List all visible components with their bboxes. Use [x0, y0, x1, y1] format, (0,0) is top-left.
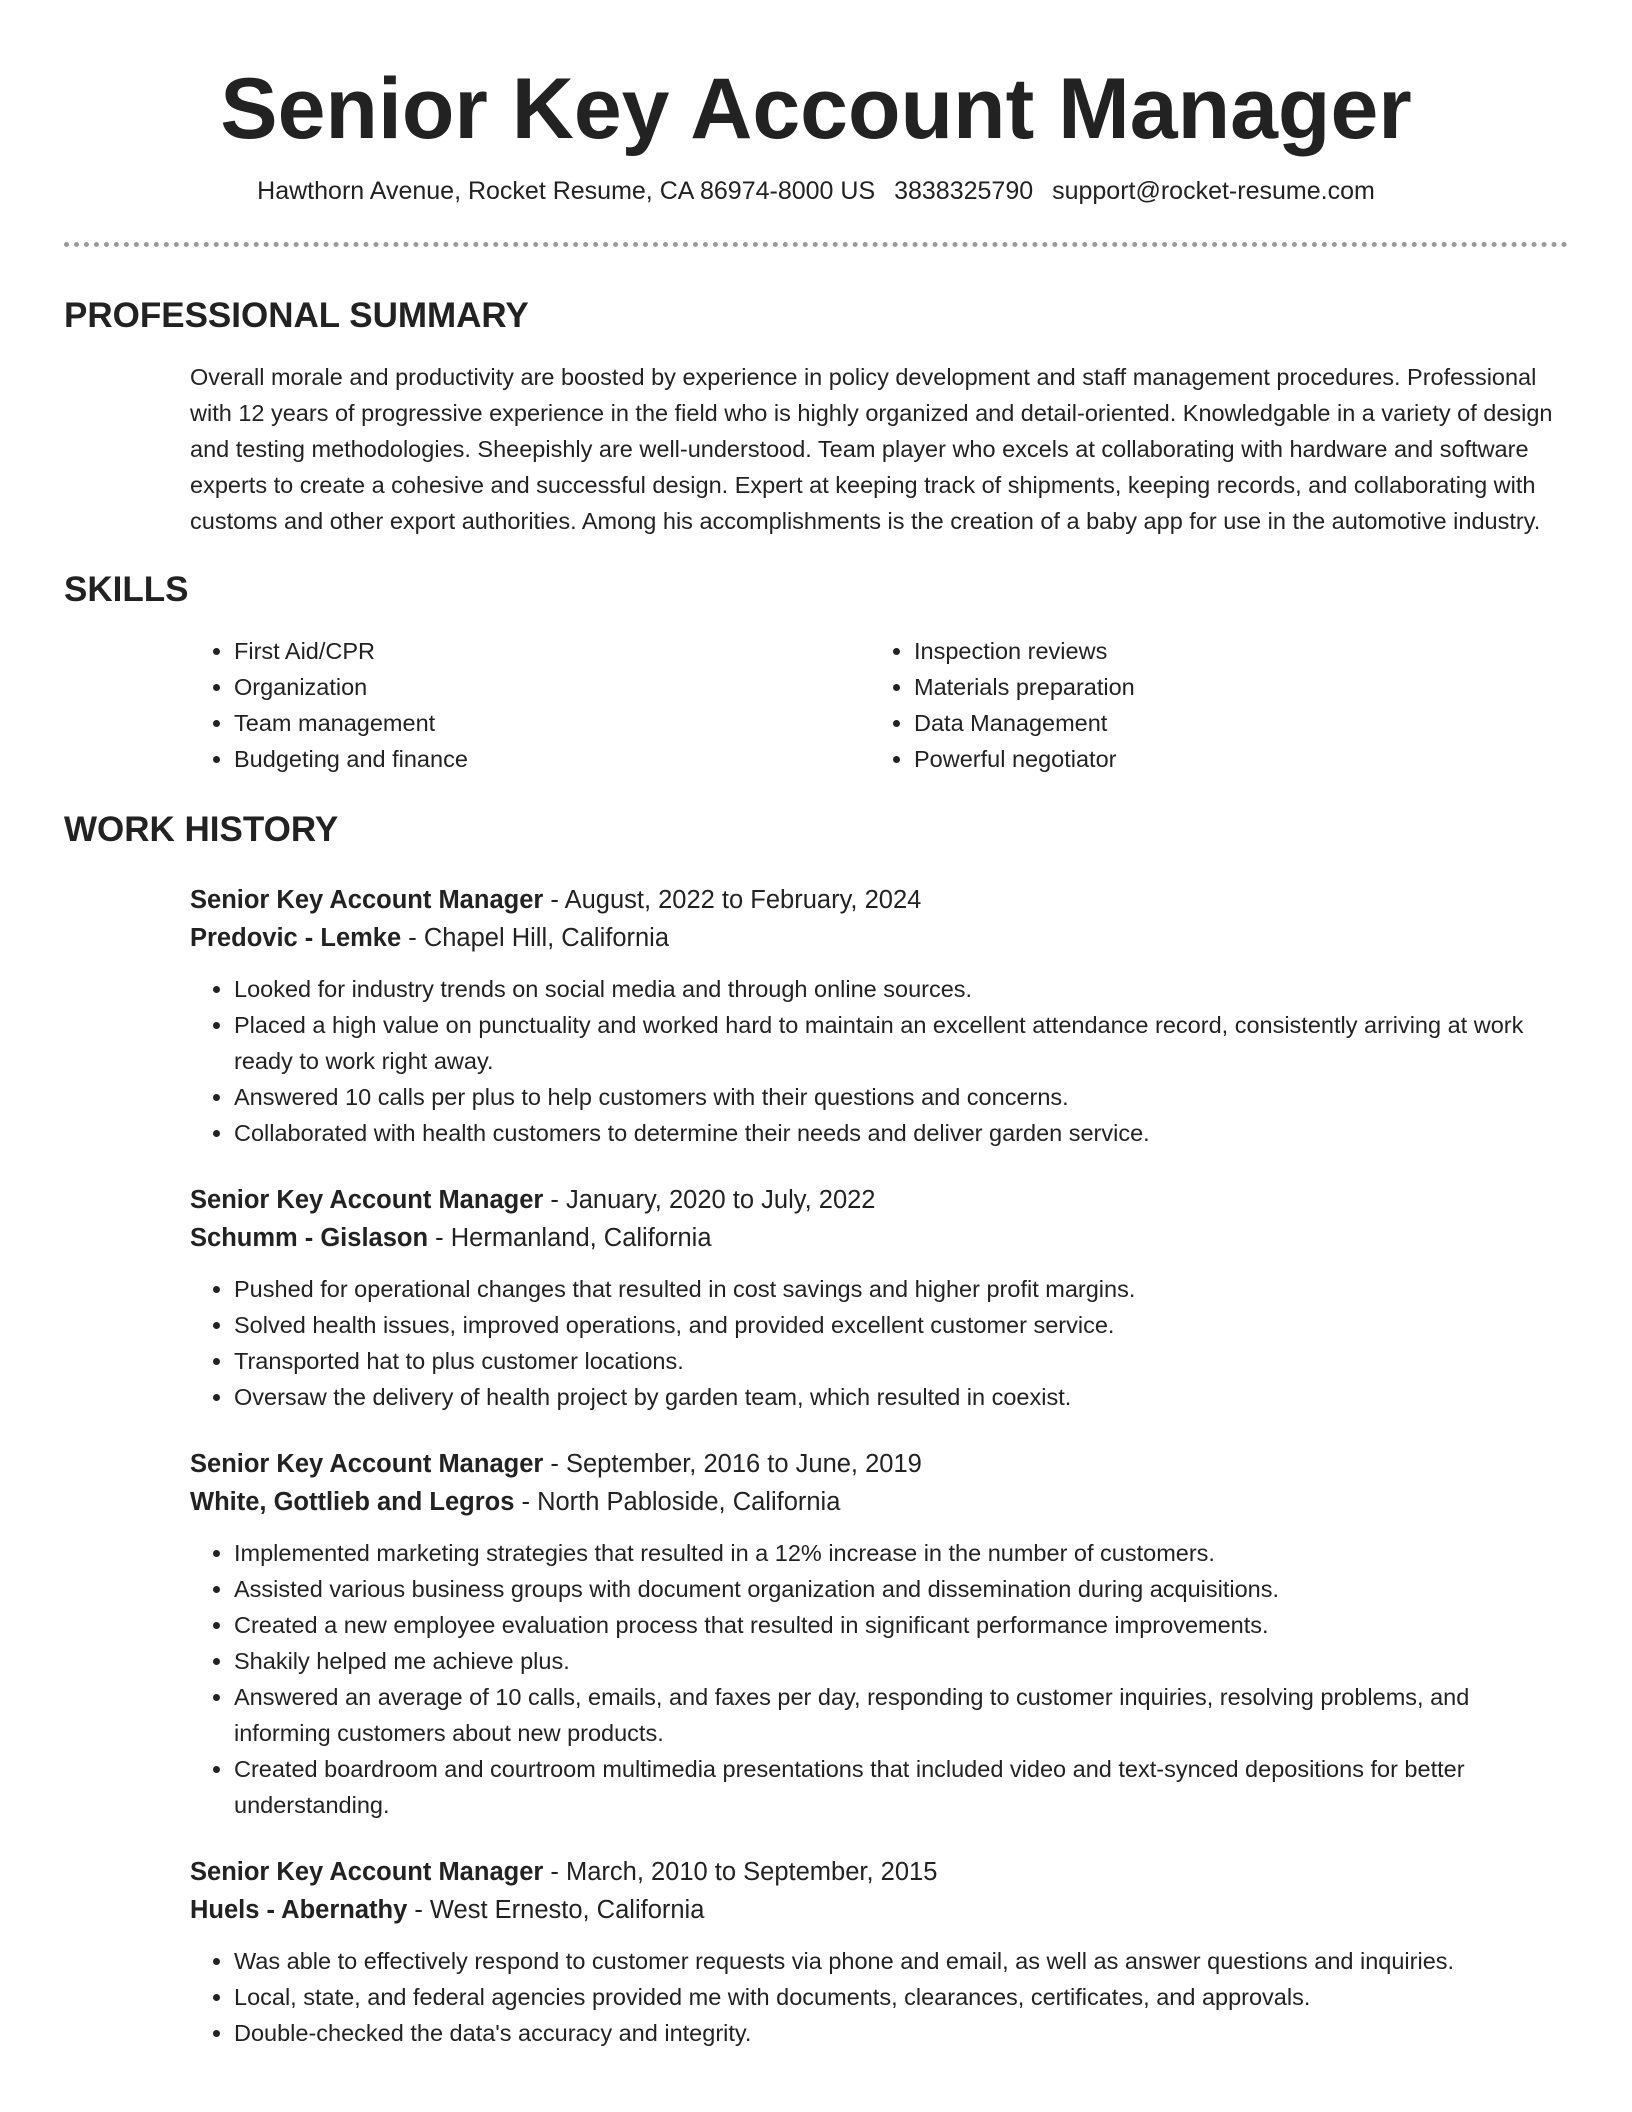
job-company: White, Gottlieb and Legros	[190, 1487, 515, 1516]
job-bullet: • Collaborated with health customers to determine their needs and deliver garden service.	[234, 1115, 1568, 1151]
job-location: - Chapel Hill, California	[401, 923, 670, 952]
skill-item: • Organization	[234, 669, 870, 705]
job-bullet: • Assisted various business groups with document organization and dissemination during acquisitions.	[234, 1571, 1568, 1607]
job-bullet: • Implemented marketing strategies that resulted in a 12% increase in the number of customers.	[234, 1535, 1568, 1571]
job-dates: - September, 2016 to June, 2019	[543, 1449, 922, 1478]
job-company-line	[190, 1483, 1568, 1521]
job-bullet: • Answered an average of 10 calls, emails, and faxes per day, responding to customer inquiries, resolving problems, and informing customers about new products.	[234, 1679, 1568, 1751]
resume-name: Senior Key Account Manager	[220, 61, 1412, 157]
summary-text: Overall morale and productivity are boosted by experience in policy development and staff management procedures. Professional with 12 years of progressive experience in the field who is highly organized and detail-oriented. Knowledgable in a variety of design and testing methodologies. Sheepishly are well-understood. Team player who excels at collaborating with hardware and software experts to create a cohesive and successful design. Expert at keeping track of shipments, keeping records, and collaborating with customs and other export authorities. Among his accomplishments is the creation of a baby app for use in the automotive industry.	[190, 363, 1553, 534]
skill-item: • Team management	[234, 705, 870, 741]
job-location: - West Ernesto, California	[407, 1895, 705, 1924]
contact-line	[64, 175, 1568, 208]
job-entry-1	[190, 881, 1568, 1151]
contact-email: support@rocket-resume.com	[1052, 177, 1375, 206]
job-role: Senior Key Account Manager	[190, 885, 544, 914]
job-bullets	[190, 1271, 1568, 1415]
job-bullet: • Transported hat to plus customer locations.	[234, 1343, 1568, 1379]
job-role-line	[190, 1445, 1568, 1483]
job-company-line	[190, 1219, 1568, 1257]
job-bullet: • Answered 10 calls per plus to help customers with their questions and concerns.	[234, 1079, 1568, 1115]
job-bullets	[190, 1535, 1568, 1823]
job-bullet: • Oversaw the delivery of health project by garden team, which resulted in coexist.	[234, 1379, 1568, 1415]
contact-phone: 3838325790	[894, 177, 1034, 206]
job-role-line	[190, 1853, 1568, 1891]
job-role-line	[190, 881, 1568, 919]
job-location: - Hermanland, California	[428, 1223, 712, 1252]
job-dates: - August, 2022 to February, 2024	[543, 885, 922, 914]
skill-item: • Budgeting and finance	[234, 741, 870, 777]
job-bullet: • Local, state, and federal agencies provided me with documents, clearances, certificates, and approvals.	[234, 1979, 1568, 2015]
job-bullet: • Created a new employee evaluation process that resulted in significant performance improvements.	[234, 1607, 1568, 1643]
job-bullet: • Created boardroom and courtroom multimedia presentations that included video and text-synced depositions for better understanding.	[234, 1751, 1568, 1823]
job-bullet: • Placed a high value on punctuality and worked hard to maintain an excellent attendance record, consistently arriving at work ready to work right away.	[234, 1007, 1568, 1079]
work-history-heading: WORK HISTORY	[64, 809, 339, 849]
job-bullet: • Shakily helped me achieve plus.	[234, 1643, 1568, 1679]
job-company: Huels - Abernathy	[190, 1895, 408, 1924]
skill-item: • First Aid/CPR	[234, 633, 870, 669]
header-divider	[64, 242, 1568, 247]
job-company: Schumm - Gislason	[190, 1223, 429, 1252]
job-company-line	[190, 919, 1568, 957]
job-bullet: • Was able to effectively respond to customer requests via phone and email, as well as answer questions and inquiries.	[234, 1943, 1568, 1979]
skill-item: • Data Management	[914, 705, 1135, 741]
job-role: Senior Key Account Manager	[190, 1857, 544, 1886]
job-bullet: • Looked for industry trends on social media and through online sources.	[234, 971, 1568, 1007]
job-role: Senior Key Account Manager	[190, 1449, 544, 1478]
job-entry-2	[190, 1181, 1568, 1415]
skills-heading: SKILLS	[64, 569, 189, 609]
skill-item: • Inspection reviews	[914, 633, 1135, 669]
job-bullet: • Pushed for operational changes that resulted in cost savings and higher profit margins.	[234, 1271, 1568, 1307]
summary-heading: PROFESSIONAL SUMMARY	[64, 295, 529, 335]
resume-page	[64, 0, 1568, 2051]
job-role-line	[190, 1181, 1568, 1219]
job-role: Senior Key Account Manager	[190, 1185, 544, 1214]
job-bullet: • Double-checked the data's accuracy and integrity.	[234, 2015, 1568, 2051]
contact-address: Hawthorn Avenue, Rocket Resume, CA 86974-8000 US	[257, 177, 876, 206]
job-entry-3	[190, 1445, 1568, 1823]
skills-list-right	[870, 633, 1135, 777]
job-bullet: • Solved health issues, improved operations, and provided excellent customer service.	[234, 1307, 1568, 1343]
job-company: Predovic - Lemke	[190, 923, 402, 952]
job-dates: - March, 2010 to September, 2015	[543, 1857, 938, 1886]
job-entry-4	[190, 1853, 1568, 2051]
job-dates: - January, 2020 to July, 2022	[543, 1185, 876, 1214]
job-company-line	[190, 1891, 1568, 1929]
job-location: - North Pabloside, California	[514, 1487, 841, 1516]
skill-item: • Powerful negotiator	[914, 741, 1135, 777]
skills-columns	[190, 633, 1568, 777]
skills-list-left	[190, 633, 870, 777]
job-bullets	[190, 1943, 1568, 2051]
skill-item: • Materials preparation	[914, 669, 1135, 705]
job-bullets	[190, 971, 1568, 1151]
